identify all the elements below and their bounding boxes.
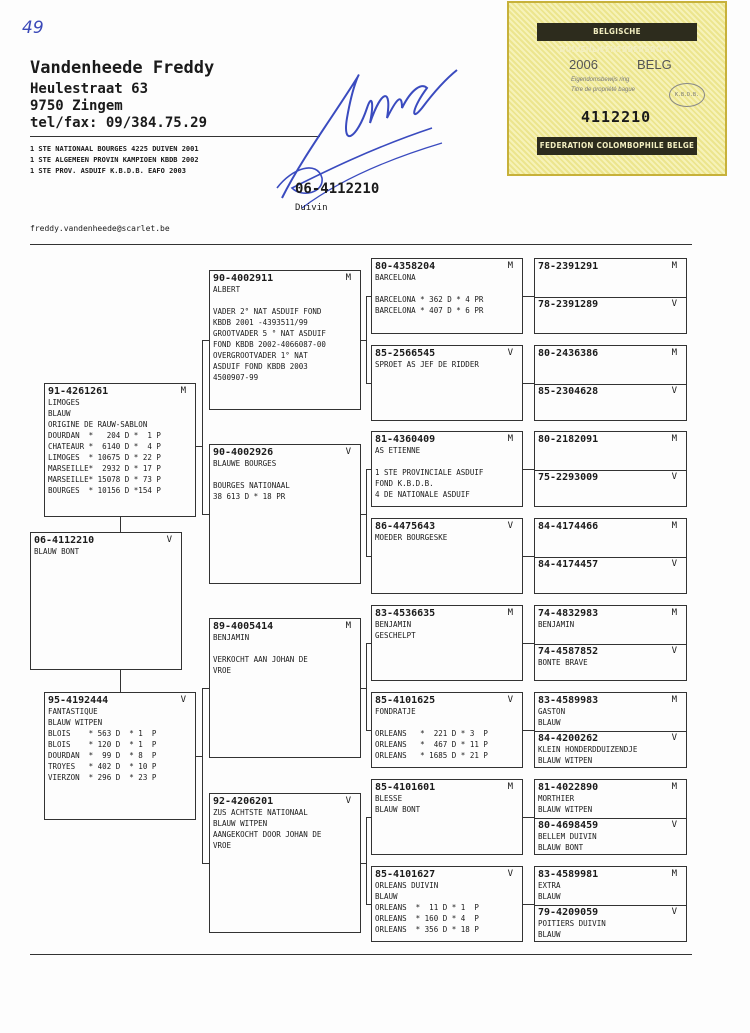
- ring-number: 95-4192444: [48, 695, 109, 706]
- card-federation-top: BELGISCHE DUIVENLIEFHEBBERSBOND: [537, 23, 697, 41]
- ring-number: 80-4358204: [375, 261, 436, 272]
- bird-detail-line: ORLEANS DUIVIN: [375, 881, 439, 890]
- sex-marker: M: [671, 869, 677, 879]
- pair-divider: [535, 731, 686, 732]
- connector-line: [366, 904, 371, 905]
- dam-entry: [538, 820, 683, 853]
- ring-number: 81-4360409: [375, 434, 436, 445]
- great-grandparent-box: [371, 692, 523, 768]
- connector-line: [523, 904, 534, 905]
- bird-header: [375, 608, 519, 619]
- bird-detail-line: [375, 456, 519, 467]
- connector-line: [366, 296, 367, 383]
- grandparent-pair-box: [534, 345, 687, 421]
- sex-marker: V: [671, 386, 677, 396]
- connector-line: [523, 643, 534, 644]
- bird-detail-line: SPROET AS JEF DE RIDDER: [375, 360, 479, 369]
- bird-detail-line: VIERZON * 296 D * 23 P: [48, 773, 157, 782]
- ring-number: 80-2436386: [538, 348, 599, 359]
- bird-detail-line: ORLEANS * 356 D * 18 P: [375, 925, 479, 934]
- bird-header: [48, 695, 192, 706]
- ring-number: 79-4209059: [538, 907, 599, 918]
- bird-detail-line: ORLEANS * 160 D * 4 P: [375, 914, 479, 923]
- section-rule: [30, 244, 692, 245]
- bird-detail-line: BLAUW WITPEN: [538, 756, 593, 765]
- sex-marker: V: [671, 907, 677, 917]
- ring-number: 89-4005414: [213, 621, 274, 632]
- sire-entry: [538, 348, 683, 383]
- dam-entry: [538, 299, 683, 310]
- sex-marker: V: [671, 472, 677, 482]
- dam-entry: [538, 733, 683, 766]
- bird-detail-line: ASDUIF FOND KBDB 2003: [213, 362, 308, 371]
- bird-detail-line: BLOIS * 563 D * 1 P: [48, 729, 157, 738]
- bird-detail-line: VERKOCHT AAN JOHAN DE: [213, 655, 308, 664]
- sire-box: [44, 383, 196, 517]
- sex-marker: V: [671, 559, 677, 569]
- bird-detail-line: EXTRA: [538, 881, 561, 890]
- sire-entry: [538, 869, 683, 904]
- connector-line: [523, 469, 534, 470]
- sex-marker: M: [671, 521, 677, 531]
- ring-number: 80-4698459: [538, 820, 599, 831]
- connector-line: [202, 340, 203, 514]
- ring-number: 90-4002911: [213, 273, 274, 284]
- connector-line: [366, 469, 371, 470]
- ring-ownership-card: [507, 1, 727, 176]
- email-address: freddy.vandenheede@scarlet.be: [30, 224, 170, 233]
- ring-number: 75-2293009: [538, 472, 599, 483]
- connector-line: [523, 296, 534, 297]
- ring-number: 85-4101627: [375, 869, 436, 880]
- bird-detail-line: BONTE BRAVE: [538, 658, 588, 667]
- ring-number: 84-4200262: [538, 733, 599, 744]
- bird-detail-line: [375, 717, 519, 728]
- bird-detail-line: FONDRATJE: [375, 707, 416, 716]
- great-grandparent-box: [371, 258, 523, 334]
- bird-detail-line: KBDB 2001 -4393511/99: [213, 318, 308, 327]
- connector-line: [366, 817, 367, 904]
- bird-detail-line: BARCELONA: [375, 273, 416, 282]
- bird-header: [375, 782, 519, 793]
- sire-entry: [538, 782, 683, 817]
- bird-header: [538, 299, 683, 310]
- bird-header: [48, 386, 192, 397]
- connector-line: [523, 556, 534, 557]
- bird-header: [375, 434, 519, 445]
- card-ring-number: 4112210: [581, 108, 652, 126]
- bird-detail-line: [213, 295, 357, 306]
- bird-header: [213, 796, 357, 807]
- bird-detail-line: BENJAMIN: [538, 620, 575, 629]
- bird-detail-line: KLEIN HONDERDDUIZENDJE: [538, 745, 638, 754]
- bird-detail-line: VROE: [213, 666, 232, 675]
- bird-detail-line: ZUS ACHTSTE NATIONAAL: [213, 808, 308, 817]
- sex-marker: M: [671, 782, 677, 792]
- bird-detail-line: GASTON: [538, 707, 566, 716]
- bird-detail-line: 4500907-99: [213, 373, 259, 382]
- bird-header: [538, 869, 683, 880]
- bird-header: [538, 559, 683, 570]
- bird-detail-line: BLAUW BONT: [375, 805, 421, 814]
- honor-line: 1 STE ALGEMEEN PROVIN KAMPIOEN KBDB 2002: [30, 156, 199, 164]
- pair-divider: [535, 557, 686, 558]
- card-stamp-seal: K.B.D.B.: [669, 83, 705, 107]
- bird-header: [538, 733, 683, 744]
- sex-marker: V: [671, 299, 677, 309]
- bird-detail-line: AANGEKOCHT DOOR JOHAN DE: [213, 830, 322, 839]
- bird-detail-line: BLAUW WITPEN: [213, 819, 268, 828]
- bird-header: [375, 348, 519, 359]
- ring-number: 74-4587852: [538, 646, 599, 657]
- bird-detail-line: POITIERS DUIVIN: [538, 919, 606, 928]
- sex-marker: V: [345, 447, 351, 457]
- bird-detail-line: BOURGES NATIONAAL: [213, 481, 290, 490]
- sire-entry: [538, 608, 683, 643]
- connector-line: [202, 688, 209, 689]
- bird-header: [538, 434, 683, 445]
- sire-entry: [538, 434, 683, 469]
- bird-header: [34, 535, 178, 546]
- bird-detail-line: BLAUW: [538, 718, 561, 727]
- bird-detail-line: [213, 469, 357, 480]
- great-grandparent-box: [371, 345, 523, 421]
- sex-marker: M: [671, 695, 677, 705]
- ring-number: 85-4101625: [375, 695, 436, 706]
- page-number: 49: [22, 18, 44, 38]
- dam-entry: [538, 907, 683, 940]
- pair-divider: [535, 297, 686, 298]
- sex-marker: V: [180, 695, 186, 705]
- dam-box: [44, 692, 196, 820]
- bird-header: [538, 521, 683, 532]
- bird-header: [213, 447, 357, 458]
- card-year: 2006: [569, 57, 598, 72]
- dam-entry: [538, 646, 683, 668]
- dam-entry: [538, 386, 683, 397]
- sex-marker: M: [507, 261, 513, 271]
- card-federation-bottom: FEDERATION COLOMBOPHILE BELGE: [537, 137, 697, 155]
- bird-detail-line: BLAUW: [375, 892, 398, 901]
- grandparent-pair-box: [534, 431, 687, 507]
- sex-marker: M: [671, 261, 677, 271]
- bird-detail-line: BOURGES * 10156 D *154 P: [48, 486, 161, 495]
- connector-line: [120, 670, 121, 692]
- grandparent-pair-box: [534, 779, 687, 855]
- bird-detail-line: OVERGROOTVADER 1° NAT: [213, 351, 308, 360]
- pair-divider: [535, 644, 686, 645]
- ring-number: 78-2391289: [538, 299, 599, 310]
- ring-number: 78-2391291: [538, 261, 599, 272]
- bird-detail-line: AS ETIENNE: [375, 446, 421, 455]
- connector-line: [120, 517, 121, 532]
- bird-detail-line: BARCELONA * 362 D * 4 PR: [375, 295, 484, 304]
- ring-number: 06-4112210: [34, 535, 95, 546]
- sex-marker: V: [507, 869, 513, 879]
- great-grandparent-box: [371, 518, 523, 594]
- card-caption: Titre de propriété bague: [571, 87, 635, 93]
- connector-line: [202, 863, 209, 864]
- bird-detail-line: [375, 283, 519, 294]
- connector-line: [366, 730, 371, 731]
- bird-detail-line: BLAUW WITPEN: [48, 718, 103, 727]
- bird-header: [213, 273, 357, 284]
- sex-marker: M: [671, 348, 677, 358]
- bird-header: [538, 608, 683, 619]
- ring-number: 86-4475643: [375, 521, 436, 532]
- ring-number: 92-4206201: [213, 796, 274, 807]
- bird-detail-line: BLESSE: [375, 794, 403, 803]
- bird-detail-line: MARSEILLE* 2932 D * 17 P: [48, 464, 161, 473]
- bird-header: [538, 820, 683, 831]
- subject-ring-number: 06-4112210: [295, 181, 380, 197]
- bird-detail-line: MORTHIER: [538, 794, 575, 803]
- ring-number: 84-4174457: [538, 559, 599, 570]
- bird-header: [213, 621, 357, 632]
- bird-detail-line: 1 STE PROVINCIALE ASDUIF: [375, 468, 484, 477]
- ring-number: 85-2304628: [538, 386, 599, 397]
- bird-detail-line: TROYES * 402 D * 10 P: [48, 762, 157, 771]
- ring-number: 83-4536635: [375, 608, 436, 619]
- bird-detail-line: BELLEM DUIVIN: [538, 832, 597, 841]
- bird-detail-line: LIMOGES * 10675 D * 22 P: [48, 453, 161, 462]
- bird-header: [538, 261, 683, 272]
- great-grandparent-box: [371, 431, 523, 507]
- bird-header: [375, 869, 519, 880]
- bird-detail-line: BLAUW: [538, 892, 561, 901]
- bird-header: [538, 907, 683, 918]
- connector-line: [523, 383, 534, 384]
- connector-line: [523, 817, 534, 818]
- sire-entry: [538, 695, 683, 730]
- ring-number: 81-4022890: [538, 782, 599, 793]
- bird-detail-line: FOND KBDB 2002-4066087-00: [213, 340, 326, 349]
- bird-detail-line: BLAUW: [48, 409, 71, 418]
- card-caption: Eigendomsbewijs ring: [571, 77, 630, 83]
- bird-header: [538, 348, 683, 359]
- bird-header: [538, 782, 683, 793]
- ring-number: 80-2182091: [538, 434, 599, 445]
- sex-marker: M: [345, 621, 351, 631]
- bird-detail-line: LIMOGES: [48, 398, 80, 407]
- bird-detail-line: GESCHELPT: [375, 631, 416, 640]
- footer-rule: [30, 954, 692, 955]
- bird-detail-line: MARSEILLE* 15078 D * 73 P: [48, 475, 161, 484]
- bird-detail-line: FANTASTIQUE: [48, 707, 98, 716]
- connector-line: [366, 817, 371, 818]
- ring-number: 85-2566545: [375, 348, 436, 359]
- sire-entry: [538, 261, 683, 296]
- bird-detail-line: GROOTVADER 5 ° NAT ASDUIF: [213, 329, 326, 338]
- connector-line: [523, 730, 534, 731]
- great-grandparent-box: [371, 779, 523, 855]
- grandparent-pair-box: [534, 866, 687, 942]
- pair-divider: [535, 470, 686, 471]
- subject-sex: Duivin: [295, 203, 328, 213]
- bird-detail-line: BLAUW WITPEN: [538, 805, 593, 814]
- bird-detail-line: BLOIS * 120 D * 1 P: [48, 740, 157, 749]
- connector-line: [202, 514, 209, 515]
- bird-detail-line: BARCELONA * 407 D * 6 PR: [375, 306, 484, 315]
- bird-detail-line: VADER 2° NAT ASDUIF FOND: [213, 307, 322, 316]
- sire-entry: [538, 521, 683, 556]
- connector-line: [366, 556, 371, 557]
- bird-detail-line: ALBERT: [213, 285, 241, 294]
- connector-line: [202, 688, 203, 863]
- sex-marker: V: [671, 733, 677, 743]
- connector-line: [366, 383, 371, 384]
- pair-divider: [535, 384, 686, 385]
- grandparent-pair-box: [534, 605, 687, 681]
- bird-header: [538, 646, 683, 657]
- ring-number: 91-4261261: [48, 386, 109, 397]
- honor-line: 1 STE PROV. ASDUIF K.B.D.B. EAFO 2003: [30, 167, 186, 175]
- pair-divider: [535, 905, 686, 906]
- connector-line: [366, 296, 371, 297]
- sex-marker: V: [507, 348, 513, 358]
- bird-detail-line: MOEDER BOURGESKE: [375, 533, 448, 542]
- bird-detail-line: BLAUW: [538, 930, 561, 939]
- sex-marker: M: [671, 434, 677, 444]
- card-country: BELG: [637, 57, 672, 72]
- great-grandparent-box: [371, 866, 523, 942]
- grandparent-pair-box: [534, 692, 687, 768]
- subject-box: [30, 532, 182, 670]
- honor-line: 1 STE NATIONAAL BOURGES 4225 DUIVEN 2001: [30, 145, 199, 153]
- sex-marker: M: [671, 608, 677, 618]
- connector-line: [366, 643, 371, 644]
- grandparent-pair-box: [534, 258, 687, 334]
- bird-header: [375, 521, 519, 532]
- ring-number: 84-4174466: [538, 521, 599, 532]
- bird-detail-line: 4 DE NATIONALE ASDUIF: [375, 490, 470, 499]
- connector-line: [366, 469, 367, 556]
- pair-divider: [535, 818, 686, 819]
- grandparent-box: [209, 618, 361, 758]
- breeder-street: Heulestraat 63: [30, 81, 149, 97]
- bird-header: [538, 695, 683, 706]
- sex-marker: V: [507, 695, 513, 705]
- sex-marker: V: [671, 646, 677, 656]
- grandparent-box: [209, 793, 361, 933]
- sex-marker: V: [166, 535, 172, 545]
- dam-entry: [538, 559, 683, 570]
- sex-marker: V: [507, 521, 513, 531]
- ring-number: 90-4002926: [213, 447, 274, 458]
- sex-marker: M: [507, 782, 513, 792]
- bird-detail-line: BENJAMIN: [375, 620, 412, 629]
- great-grandparent-box: [371, 605, 523, 681]
- sex-marker: M: [180, 386, 186, 396]
- bird-detail-line: ORLEANS * 221 D * 3 P: [375, 729, 488, 738]
- grandparent-pair-box: [534, 518, 687, 594]
- bird-detail-line: DOURDAN * 99 D * 8 P: [48, 751, 157, 760]
- bird-detail-line: ORIGINE DE RAUW-SABLON: [48, 420, 148, 429]
- ring-number: 83-4589983: [538, 695, 599, 706]
- bird-detail-line: DOURDAN * 204 D * 1 P: [48, 431, 161, 440]
- bird-detail-line: ORLEANS * 11 D * 1 P: [375, 903, 479, 912]
- ring-number: 85-4101601: [375, 782, 436, 793]
- bird-detail-line: FOND K.B.D.B.: [375, 479, 434, 488]
- bird-detail-line: ORLEANS * 467 D * 11 P: [375, 740, 488, 749]
- breeder-phone: tel/fax: 09/384.75.29: [30, 115, 208, 131]
- bird-header: [375, 695, 519, 706]
- bird-detail-line: BLAUWE BOURGES: [213, 459, 277, 468]
- bird-detail-line: 38 613 D * 18 PR: [213, 492, 286, 501]
- bird-detail-line: VROE: [213, 841, 232, 850]
- grandparent-box: [209, 444, 361, 584]
- sex-marker: V: [345, 796, 351, 806]
- ring-number: 74-4832983: [538, 608, 599, 619]
- bird-detail-line: [213, 643, 357, 654]
- sex-marker: M: [507, 608, 513, 618]
- grandparent-box: [209, 270, 361, 410]
- bird-detail-line: BLAUW BONT: [538, 843, 584, 852]
- bird-header: [538, 386, 683, 397]
- bird-detail-line: CHATEAUR * 6140 D * 4 P: [48, 442, 161, 451]
- bird-detail-line: ORLEANS * 1685 D * 21 P: [375, 751, 488, 760]
- connector-line: [366, 643, 367, 730]
- sex-marker: V: [671, 820, 677, 830]
- breeder-city: 9750 Zingem: [30, 98, 123, 114]
- dam-entry: [538, 472, 683, 483]
- bird-detail-line: BENJAMIN: [213, 633, 250, 642]
- sex-marker: M: [507, 434, 513, 444]
- bird-header: [375, 261, 519, 272]
- breeder-name: Vandenheede Freddy: [30, 58, 215, 78]
- bird-header: [538, 472, 683, 483]
- sex-marker: M: [345, 273, 351, 283]
- ring-number: 83-4589981: [538, 869, 599, 880]
- connector-line: [202, 340, 209, 341]
- bird-detail-line: BLAUW BONT: [34, 547, 80, 556]
